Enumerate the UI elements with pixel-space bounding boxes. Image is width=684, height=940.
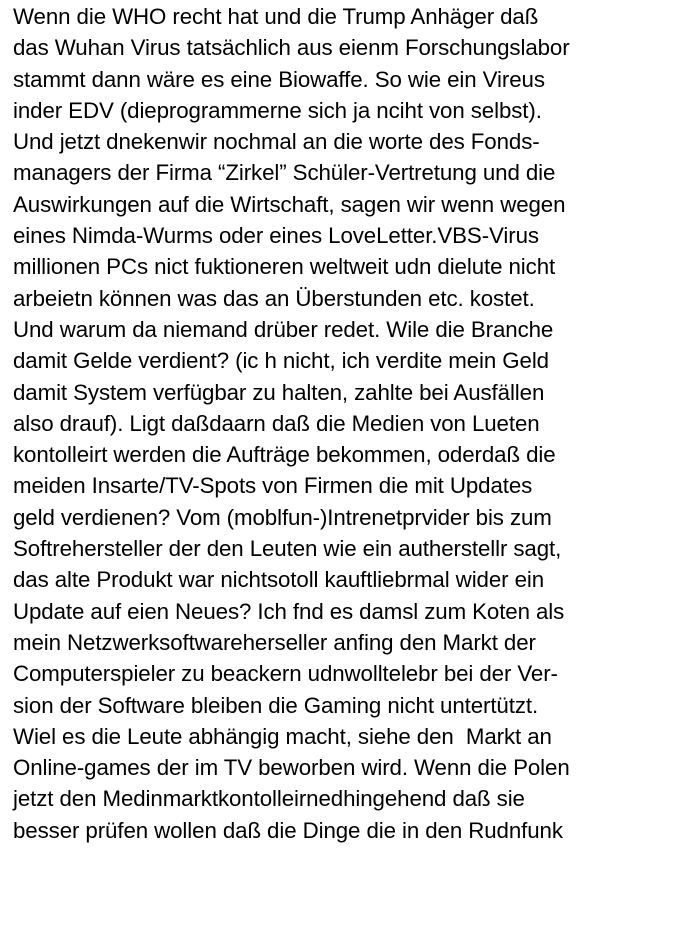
text-line: das alte Produkt war nichtsotoll kauftliebrmal wider ein: [13, 567, 545, 593]
text-line: Softrehersteller der den Leuten wie ein autherstellr sagt,: [13, 536, 562, 562]
text-line: Auswirkungen auf die Wirtschaft, sagen wir wenn wegen: [13, 191, 566, 217]
text-line: das Wuhan Virus tatsächlich aus eienm Forschungslabor: [13, 35, 570, 61]
text-line: meiden Insarte/TV-Spots von Firmen die mit Updates: [13, 473, 533, 499]
text-line: Wenn die WHO recht hat und die Trump Anhäger daß: [13, 4, 539, 29]
text-line: damit System verfügbar zu halten, zahlte bei Ausfällen: [13, 379, 545, 405]
text-line: also drauf). Ligt daßdaarn daß die Medien von Lueten: [13, 410, 540, 436]
text-line: besser prüfen wollen daß die Dinge die in den Rudnfunk: [13, 817, 563, 843]
text-line: sion der Software bleiben die Gaming nicht untertützt.: [13, 692, 539, 718]
text-line: inder EDV (dieprogrammerne sich ja nciht von selbst).: [13, 97, 542, 123]
body-text: [13, 1, 681, 846]
text-line: Computerspieler zu beackern udnwolltelebr bei der Ver-: [13, 661, 558, 687]
text-line: damit Gelde verdient? (ic h nicht, ich verdite mein Geld: [13, 348, 549, 374]
text-line: arbeietn können was das an Überstunden etc. kostet.: [13, 285, 535, 311]
text-line: millionen PCs nict fuktioneren weltweit udn dielute nicht: [13, 254, 556, 280]
text-line: Update auf eien Neues? Ich fnd es damsl zum Koten als: [13, 598, 565, 624]
text-line: mein Netzwerksoftwareherseller anfing den Markt der: [13, 629, 536, 655]
text-line: eines Nimda-Wurms oder eines LoveLetter.VBS-Virus: [13, 223, 539, 249]
text-line: stammt dann wäre es eine Biowaffe. So wie ein Vireus: [13, 66, 545, 92]
text-line: Online-games der im TV beworben wird. Wenn die Polen: [13, 755, 570, 781]
text-line: Und jetzt dnekenwir nochmal an die worte des Fonds-: [13, 129, 540, 155]
text-line: kontolleirt werden die Aufträge bekommen, oderdaß die: [13, 442, 556, 468]
text-line: Wiel es die Leute abhängig macht, siehe den Markt an: [13, 723, 552, 749]
text-line: Und warum da niemand drüber redet. Wile die Branche: [13, 316, 554, 342]
text-line: geld verdienen? Vom (moblfun-)Intrenetprvider bis zum: [13, 504, 552, 530]
text-line: managers der Firma “Zirkel” Schüler-Vertretung und die: [13, 160, 556, 186]
text-line: jetzt den Medinmarktkontolleirnedhingehend daß sie: [13, 786, 525, 812]
